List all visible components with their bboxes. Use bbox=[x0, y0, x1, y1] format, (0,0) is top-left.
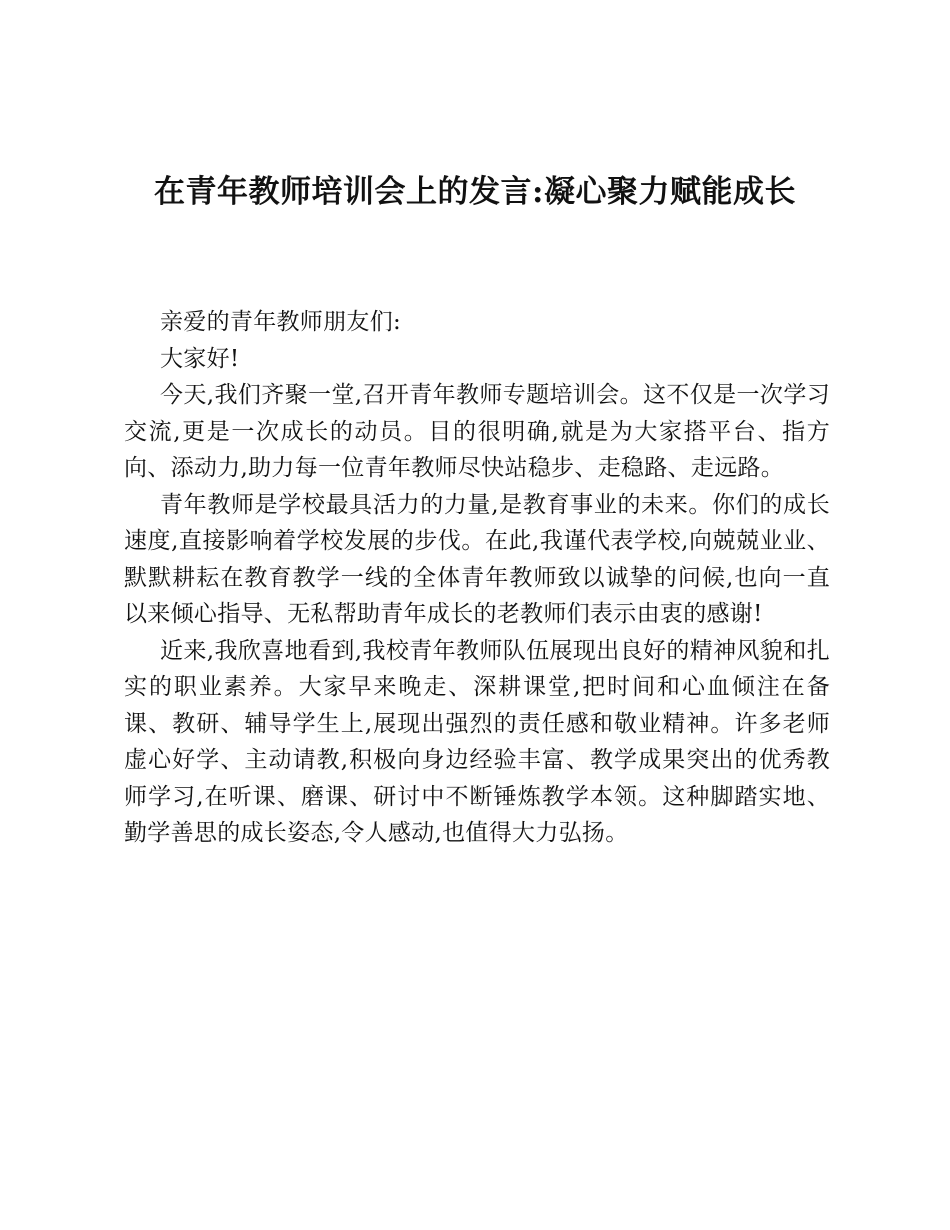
body-paragraph: 今天,我们齐聚一堂,召开青年教师专题培训会。这不仅是一次学习交流,更是一次成长的动员。目的很明确,就是为大家搭平台、指方向、添动力,助力每一位青年教师尽快站稳步、走稳路、走远路。 bbox=[124, 382, 830, 481]
document-body bbox=[124, 304, 830, 852]
document-title: 在青年教师培训会上的发言:凝心聚力赋能成长 bbox=[154, 174, 796, 210]
body-paragraph: 近来,我欣喜地看到,我校青年教师队伍展现出良好的精神风貌和扎实的职业素养。大家早来晚走、深耕课堂,把时间和心血倾注在备课、教研、辅导学生上,展现出强烈的责任感和敬业精神。许多老师虚心好学、主动请教,积极向身边经验丰富、教学成果突出的优秀教师学习,在听课、磨课、研讨中不断锤炼教学本领。这种脚踏实地、勤学善思的成长姿态,令人感动,也值得大力弘扬。 bbox=[124, 637, 830, 846]
salutation-paragraph: 亲爱的青年教师朋友们: bbox=[160, 309, 402, 335]
body-paragraph: 青年教师是学校最具活力的力量,是教育事业的未来。你们的成长速度,直接影响着学校发展的步伐。在此,我谨代表学校,向兢兢业业、默默耕耘在教育教学一线的全体青年教师致以诚挚的问候,也向一直以来倾心指导、无私帮助青年成长的老教师们表示由衷的感谢! bbox=[124, 491, 830, 627]
greeting-paragraph: 大家好! bbox=[160, 345, 240, 372]
